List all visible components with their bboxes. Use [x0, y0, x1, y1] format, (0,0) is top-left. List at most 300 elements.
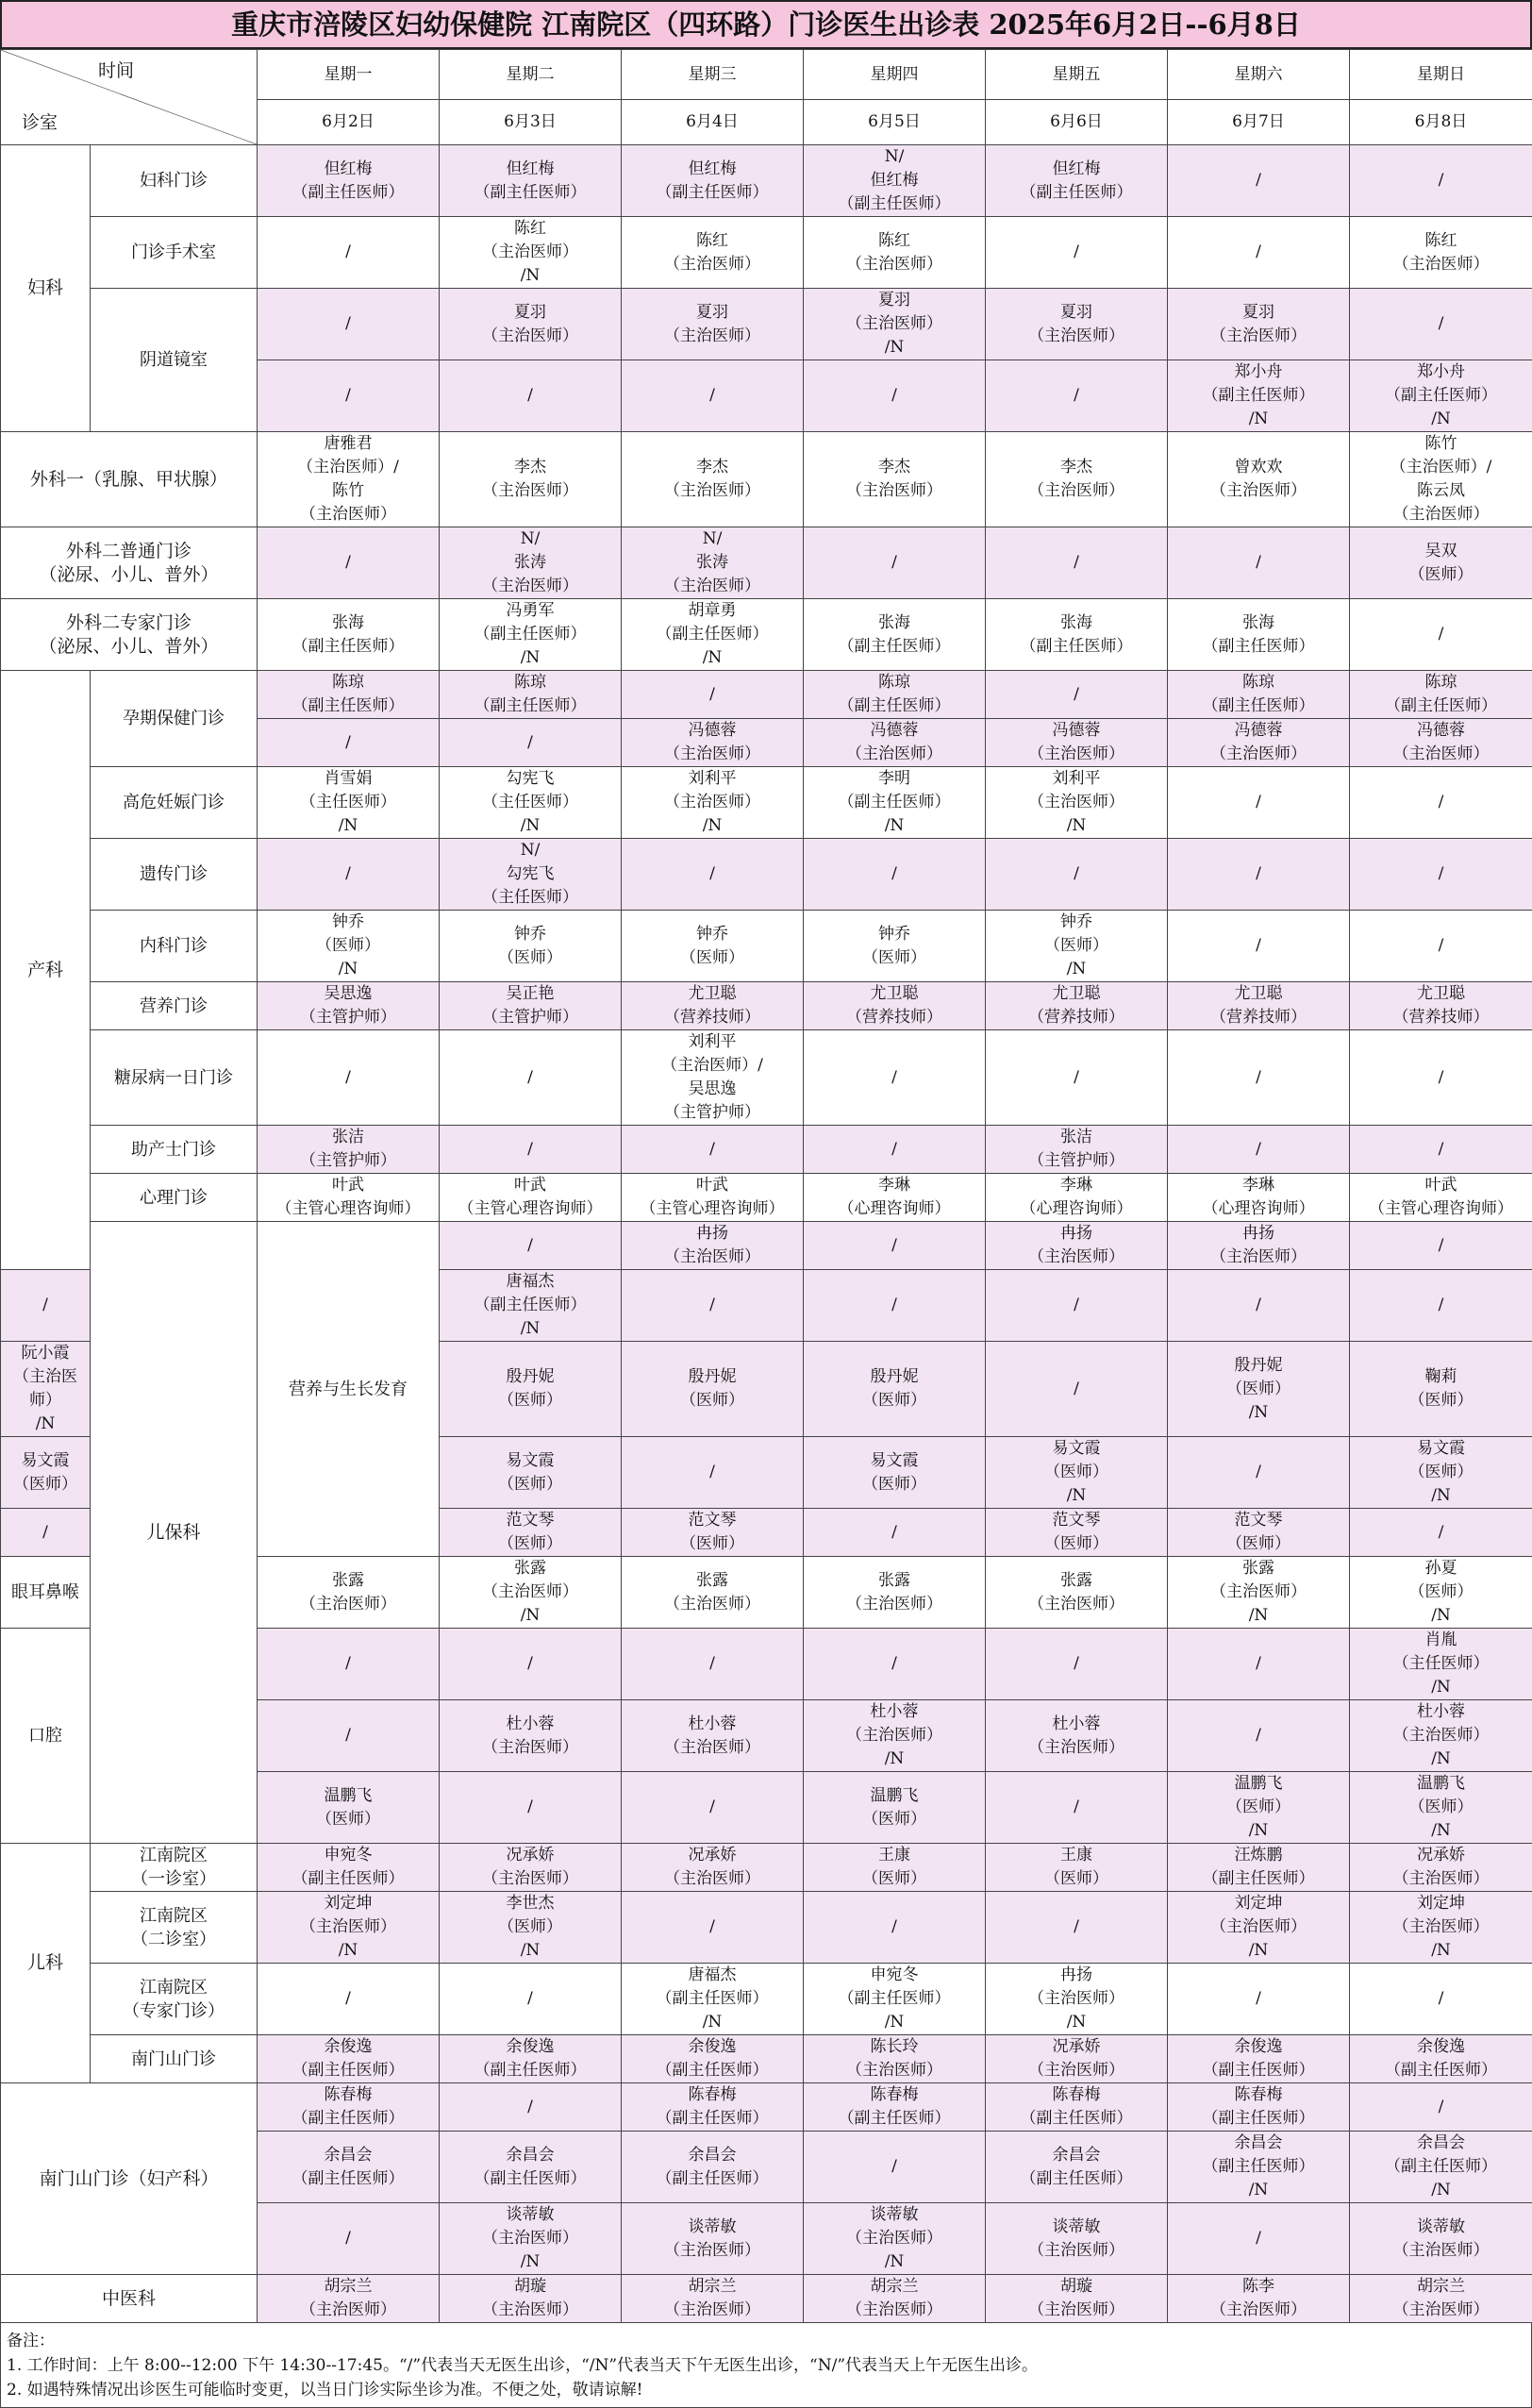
- schedule-cell: 李杰 （主治医师）: [986, 432, 1168, 527]
- schedule-cell: 郑小舟 （副主任医师） /N: [1350, 360, 1532, 432]
- notes-line-1: 1. 工作时间：上午 8:00--12:00 下午 14:30--17:45。“/”代表当天无医生出诊，“/N”代表当天下午无医生出诊，“N/”代表当天上午无医生出诊。: [7, 2353, 1525, 2378]
- schedule-cell: /: [622, 839, 804, 911]
- schedule-cell: 钟乔 （医师）: [622, 911, 804, 982]
- schedule-cell: /: [1168, 767, 1350, 839]
- clinic-room: 眼耳鼻喉: [1, 1557, 91, 1629]
- clinic-room: 营养门诊: [91, 982, 258, 1030]
- schedule-cell: 谈蒂敏 （主治医师） /N: [804, 2203, 986, 2275]
- schedule-cell: 陈春梅 （副主任医师）: [258, 2083, 440, 2132]
- schedule-cell: 陈春梅 （副主任医师）: [1168, 2083, 1350, 2132]
- schedule-cell: /: [804, 839, 986, 911]
- schedule-cell: 冯德蓉 （主治医师）: [804, 719, 986, 767]
- schedule-cell: 谈蒂敏 （主治医师）: [986, 2203, 1168, 2275]
- schedule-cell: 夏羽 （主治医师）: [986, 289, 1168, 360]
- schedule-cell: /: [804, 360, 986, 432]
- schedule-cell: 夏羽 （主治医师）: [1168, 289, 1350, 360]
- schedule-cell: 陈李 （主治医师）: [1168, 2275, 1350, 2323]
- schedule-cell: 余昌会 （副主任医师）: [440, 2132, 622, 2203]
- schedule-cell: 李琳 （心理咨询师）: [804, 1174, 986, 1222]
- schedule-cell: 冉扬 （主治医师）: [986, 1222, 1168, 1270]
- schedule-cell: 陈琼 （副主任医师）: [1350, 671, 1532, 719]
- schedule-cell: 张洁 （主管护师）: [258, 1126, 440, 1174]
- schedule-cell: 张海 （副主任医师）: [1168, 599, 1350, 671]
- schedule-row: [1, 2035, 1532, 2083]
- schedule-cell: /: [986, 1629, 1168, 1700]
- schedule-cell: /: [1168, 839, 1350, 911]
- schedule-cell: 王康 （医师）: [986, 1844, 1168, 1892]
- schedule-cell: 易文霞 （医师）: [804, 1437, 986, 1509]
- department-name: 儿保科: [91, 1222, 258, 1844]
- schedule-cell: 刘定坤 （主治医师） /N: [1168, 1892, 1350, 1964]
- weekday-header: 星期二: [440, 50, 622, 100]
- notes-heading: 备注：: [7, 2329, 1525, 2353]
- schedule-cell: /: [804, 1629, 986, 1700]
- schedule-cell: 勾宪飞 （主任医师） /N: [440, 767, 622, 839]
- schedule-cell: 易文霞 （医师）: [1, 1437, 91, 1509]
- schedule-cell: /: [986, 1892, 1168, 1964]
- schedule-cell: /: [804, 1030, 986, 1126]
- schedule-cell: 冯德蓉 （主治医师）: [986, 719, 1168, 767]
- schedule-row: [1, 911, 1532, 982]
- schedule-cell: 杜小蓉 （主治医师）: [622, 1700, 804, 1772]
- schedule-cell: 谈蒂敏 （主治医师） /N: [440, 2203, 622, 2275]
- schedule-cell: 殷丹妮 （医师）: [622, 1342, 804, 1437]
- schedule-cell: /: [258, 1964, 440, 2035]
- schedule-cell: 冯德蓉 （主治医师）: [1350, 719, 1532, 767]
- schedule-cell: /: [1168, 1437, 1350, 1509]
- page-title: 重庆市涪陵区妇幼保健院 江南院区（四环路）门诊医生出诊表 2025年6月2日--6月8日: [0, 0, 1532, 49]
- department-name: 儿科: [1, 1844, 91, 2083]
- schedule-cell: 张露 （主治医师）: [258, 1557, 440, 1629]
- schedule-row: [1, 982, 1532, 1030]
- schedule-cell: /: [1168, 1030, 1350, 1126]
- schedule-cell: 温鹏飞 （医师）: [804, 1772, 986, 1844]
- date-header: 6月8日: [1350, 100, 1532, 145]
- schedule-cell: /: [258, 289, 440, 360]
- schedule-cell: 余昌会 （副主任医师） /N: [1168, 2132, 1350, 2203]
- schedule-cell: 胡璇 （主治医师）: [986, 2275, 1168, 2323]
- schedule-cell: 余俊逸 （副主任医师）: [258, 2035, 440, 2083]
- schedule-cell: /: [1350, 767, 1532, 839]
- clinic-room: 江南院区 （专家门诊）: [91, 1964, 258, 2035]
- schedule-cell: /: [986, 1772, 1168, 1844]
- schedule-cell: 张洁 （主管护师）: [986, 1126, 1168, 1174]
- schedule-row: [1, 1964, 1532, 2035]
- schedule-cell: /: [622, 671, 804, 719]
- schedule-cell: 况承娇 （主治医师）: [440, 1844, 622, 1892]
- schedule-cell: 尤卫聪 （营养技师）: [1168, 982, 1350, 1030]
- schedule-cell: 冯勇军 （副主任医师） /N: [440, 599, 622, 671]
- schedule-cell: /: [440, 1030, 622, 1126]
- schedule-cell: 尤卫聪 （营养技师）: [1350, 982, 1532, 1030]
- schedule-cell: 叶武 （主管心理咨询师）: [258, 1174, 440, 1222]
- date-header: 6月3日: [440, 100, 622, 145]
- schedule-cell: 唐福杰 （副主任医师） /N: [440, 1270, 622, 1342]
- weekday-header: 星期六: [1168, 50, 1350, 100]
- schedule-cell: 冯德蓉 （主治医师）: [622, 719, 804, 767]
- schedule-cell: 汪炼鹏 （副主任医师）: [1168, 1844, 1350, 1892]
- schedule-cell: /: [622, 1126, 804, 1174]
- schedule-cell: 温鹏飞 （医师）: [258, 1772, 440, 1844]
- schedule-cell: 余俊逸 （副主任医师）: [622, 2035, 804, 2083]
- schedule-cell: 刘利平 （主治医师） /N: [622, 767, 804, 839]
- department-name: 妇科: [1, 145, 91, 432]
- schedule-cell: 李杰 （主治医师）: [804, 432, 986, 527]
- department-name: 外科二普通门诊 （泌尿、小儿、普外）: [1, 527, 258, 599]
- schedule-cell: /: [440, 360, 622, 432]
- schedule-cell: 温鹏飞 （医师） /N: [1350, 1772, 1532, 1844]
- schedule-cell: 叶武 （主管心理咨询师）: [1350, 1174, 1532, 1222]
- schedule-cell: /: [258, 719, 440, 767]
- schedule-table: [0, 49, 1532, 2323]
- schedule-row: [1, 1030, 1532, 1126]
- schedule-cell: 钟乔 （医师） /N: [986, 911, 1168, 982]
- schedule-row: [1, 432, 1532, 527]
- schedule-row: [1, 599, 1532, 671]
- clinic-room: 江南院区 （二诊室）: [91, 1892, 258, 1964]
- schedule-row: [1, 839, 1532, 911]
- schedule-cell: /: [804, 1892, 986, 1964]
- schedule-cell: /: [1168, 145, 1350, 217]
- schedule-cell: 尤卫聪 （营养技师）: [986, 982, 1168, 1030]
- schedule-cell: 余俊逸 （副主任医师）: [440, 2035, 622, 2083]
- schedule-cell: 王康 （医师）: [804, 1844, 986, 1892]
- schedule-cell: /: [258, 527, 440, 599]
- schedule-cell: /: [440, 1629, 622, 1700]
- schedule-cell: 冉扬 （主治医师）: [622, 1222, 804, 1270]
- schedule-cell: /: [1350, 2083, 1532, 2132]
- time-header-label: 时间: [98, 59, 134, 83]
- weekday-header: 星期五: [986, 50, 1168, 100]
- schedule-row: [1, 289, 1532, 360]
- schedule-cell: N/ 但红梅 （副主任医师）: [804, 145, 986, 217]
- clinic-room: 助产士门诊: [91, 1126, 258, 1174]
- schedule-cell: /: [804, 1126, 986, 1174]
- schedule-cell: 吴双 （医师）: [1350, 527, 1532, 599]
- notes-section: [0, 2323, 1532, 2408]
- schedule-cell: N/ 张涛 （主治医师）: [440, 527, 622, 599]
- schedule-cell: 谈蒂敏 （主治医师）: [1350, 2203, 1532, 2275]
- schedule-cell: 唐福杰 （副主任医师） /N: [622, 1964, 804, 2035]
- schedule-cell: 刘利平 （主治医师） /N: [986, 767, 1168, 839]
- schedule-cell: 胡宗兰 （主治医师）: [258, 2275, 440, 2323]
- schedule-cell: /: [1350, 145, 1532, 217]
- schedule-cell: /: [1350, 289, 1532, 360]
- schedule-cell: /: [1, 1270, 91, 1342]
- schedule-cell: 申宛冬 （副主任医师）: [258, 1844, 440, 1892]
- schedule-cell: 余昌会 （副主任医师）: [258, 2132, 440, 2203]
- schedule-row: [1, 527, 1532, 599]
- schedule-cell: /: [1168, 1964, 1350, 2035]
- schedule-cell: /: [1350, 1270, 1532, 1342]
- schedule-cell: /: [1168, 911, 1350, 982]
- schedule-cell: /: [986, 527, 1168, 599]
- schedule-cell: 钟乔 （医师）: [804, 911, 986, 982]
- schedule-cell: /: [986, 217, 1168, 289]
- schedule-cell: 殷丹妮 （医师）: [804, 1342, 986, 1437]
- schedule-cell: /: [258, 1700, 440, 1772]
- schedule-row: [1, 767, 1532, 839]
- schedule-cell: 孙夏 （医师） /N: [1350, 1557, 1532, 1629]
- date-header: 6月6日: [986, 100, 1168, 145]
- schedule-cell: 陈竹 （主治医师）/ 陈云凤 （主治医师）: [1350, 432, 1532, 527]
- schedule-cell: 胡宗兰 （主治医师）: [804, 2275, 986, 2323]
- schedule-cell: 申宛冬 （副主任医师） /N: [804, 1964, 986, 2035]
- department-name: 外科一（乳腺、甲状腺）: [1, 432, 258, 527]
- schedule-cell: /: [258, 1030, 440, 1126]
- schedule-cell: /: [622, 1892, 804, 1964]
- schedule-cell: 范文琴 （医师）: [986, 1509, 1168, 1557]
- schedule-cell: 叶武 （主管心理咨询师）: [440, 1174, 622, 1222]
- schedule-cell: 陈红 （主治医师） /N: [440, 217, 622, 289]
- schedule-cell: /: [258, 1629, 440, 1700]
- schedule-cell: 刘利平 （主治医师）/ 吴思逸 （主管护师）: [622, 1030, 804, 1126]
- schedule-cell: 范文琴 （医师）: [1168, 1509, 1350, 1557]
- schedule-cell: 张海 （副主任医师）: [804, 599, 986, 671]
- header-corner: [1, 50, 258, 145]
- schedule-cell: 陈红 （主治医师）: [804, 217, 986, 289]
- schedule-cell: /: [1168, 527, 1350, 599]
- schedule-row: [1, 671, 1532, 719]
- schedule-cell: 李明 （副主任医师） /N: [804, 767, 986, 839]
- department-name: 中医科: [1, 2275, 258, 2323]
- schedule-cell: 杜小蓉 （主治医师） /N: [804, 1700, 986, 1772]
- weekday-header: 星期三: [622, 50, 804, 100]
- schedule-cell: /: [1168, 217, 1350, 289]
- clinic-room: 糖尿病一日门诊: [91, 1030, 258, 1126]
- weekday-header: 星期四: [804, 50, 986, 100]
- clinic-room: 心理门诊: [91, 1174, 258, 1222]
- schedule-cell: 吴正艳 （主管护师）: [440, 982, 622, 1030]
- weekday-header: 星期一: [258, 50, 440, 100]
- schedule-cell: 郑小舟 （副主任医师） /N: [1168, 360, 1350, 432]
- schedule-cell: 但红梅 （副主任医师）: [622, 145, 804, 217]
- schedule-cell: /: [622, 1270, 804, 1342]
- weekday-header: 星期日: [1350, 50, 1532, 100]
- clinic-room: 南门山门诊: [91, 2035, 258, 2083]
- schedule-cell: N/ 张涛 （主治医师）: [622, 527, 804, 599]
- schedule-row: [1, 1126, 1532, 1174]
- schedule-cell: 李世杰 （医师） /N: [440, 1892, 622, 1964]
- schedule-cell: 但红梅 （副主任医师）: [440, 145, 622, 217]
- schedule-cell: 杜小蓉 （主治医师）: [440, 1700, 622, 1772]
- schedule-cell: /: [1350, 1964, 1532, 2035]
- schedule-cell: N/ 勾宪飞 （主任医师）: [440, 839, 622, 911]
- schedule-cell: /: [804, 1222, 986, 1270]
- schedule-cell: 夏羽 （主治医师）: [622, 289, 804, 360]
- schedule-cell: /: [1168, 2203, 1350, 2275]
- schedule-cell: 曾欢欢 （主治医师）: [1168, 432, 1350, 527]
- schedule-cell: 陈琼 （副主任医师）: [1168, 671, 1350, 719]
- department-name: 外科二专家门诊 （泌尿、小儿、普外）: [1, 599, 258, 671]
- schedule-cell: 陈琼 （副主任医师）: [258, 671, 440, 719]
- schedule-cell: 钟乔 （医师）: [440, 911, 622, 982]
- header-row-weekday: [1, 50, 1532, 100]
- schedule-cell: 但红梅 （副主任医师）: [986, 145, 1168, 217]
- schedule-row: [1, 1844, 1532, 1892]
- schedule-row: [1, 1892, 1532, 1964]
- schedule-cell: 易文霞 （医师） /N: [986, 1437, 1168, 1509]
- schedule-cell: 陈长玲 （主治医师）: [804, 2035, 986, 2083]
- schedule-cell: /: [440, 719, 622, 767]
- schedule-cell: /: [440, 2083, 622, 2132]
- schedule-cell: /: [1350, 1030, 1532, 1126]
- schedule-cell: 张露 （主治医师） /N: [1168, 1557, 1350, 1629]
- clinic-room: 妇科门诊: [91, 145, 258, 217]
- schedule-cell: 叶武 （主管心理咨询师）: [622, 1174, 804, 1222]
- schedule-cell: /: [1168, 1270, 1350, 1342]
- clinic-room: 遗传门诊: [91, 839, 258, 911]
- schedule-cell: /: [986, 360, 1168, 432]
- schedule-cell: /: [1350, 911, 1532, 982]
- schedule-cell: /: [1, 1509, 91, 1557]
- schedule-cell: /: [1350, 599, 1532, 671]
- schedule-cell: 李杰 （主治医师）: [622, 432, 804, 527]
- clinic-room: 高危妊娠门诊: [91, 767, 258, 839]
- schedule-cell: 但红梅 （副主任医师）: [258, 145, 440, 217]
- schedule-cell: /: [440, 1964, 622, 2035]
- schedule-cell: 余昌会 （副主任医师）: [622, 2132, 804, 2203]
- schedule-cell: /: [1350, 1222, 1532, 1270]
- department-name: 产科: [1, 671, 91, 1270]
- schedule-cell: /: [258, 839, 440, 911]
- schedule-row: [1, 1174, 1532, 1222]
- schedule-row: [1, 217, 1532, 289]
- schedule-cell: /: [804, 1270, 986, 1342]
- schedule-cell: 鞠莉 （医师）: [1350, 1342, 1532, 1437]
- schedule-cell: /: [804, 2132, 986, 2203]
- schedule-cell: 余俊逸 （副主任医师）: [1168, 2035, 1350, 2083]
- schedule-cell: /: [622, 1629, 804, 1700]
- schedule-cell: 吴思逸 （主管护师）: [258, 982, 440, 1030]
- schedule-cell: 余昌会 （副主任医师）: [986, 2132, 1168, 2203]
- schedule-cell: 杜小蓉 （主治医师） /N: [1350, 1700, 1532, 1772]
- schedule-cell: /: [440, 1772, 622, 1844]
- schedule-cell: /: [1350, 1509, 1532, 1557]
- schedule-cell: 陈春梅 （副主任医师）: [622, 2083, 804, 2132]
- schedule-cell: /: [258, 217, 440, 289]
- schedule-cell: 谈蒂敏 （主治医师）: [622, 2203, 804, 2275]
- schedule-cell: 钟乔 （医师） /N: [258, 911, 440, 982]
- clinic-room: 内科门诊: [91, 911, 258, 982]
- schedule-cell: 夏羽 （主治医师） /N: [804, 289, 986, 360]
- schedule-cell: 范文琴 （医师）: [440, 1509, 622, 1557]
- schedule-cell: /: [1350, 1126, 1532, 1174]
- clinic-room: 阴道镜室: [91, 289, 258, 432]
- notes-line-2: 2. 如遇特殊情况出诊医生可能临时变更，以当日门诊实际坐诊为准。不便之处，敬请谅解!: [7, 2378, 1525, 2402]
- schedule-cell: /: [986, 839, 1168, 911]
- schedule-cell: 陈琼 （副主任医师）: [804, 671, 986, 719]
- schedule-cell: /: [622, 1437, 804, 1509]
- schedule-cell: /: [1168, 1126, 1350, 1174]
- schedule-cell: /: [622, 360, 804, 432]
- schedule-cell: 李琳 （心理咨询师）: [1168, 1174, 1350, 1222]
- schedule-cell: 夏羽 （主治医师）: [440, 289, 622, 360]
- schedule-cell: 张海 （副主任医师）: [986, 599, 1168, 671]
- schedule-cell: 冉扬 （主治医师）: [1168, 1222, 1350, 1270]
- schedule-cell: 温鹏飞 （医师） /N: [1168, 1772, 1350, 1844]
- schedule-row: [1, 1222, 1532, 1270]
- schedule-cell: 杜小蓉 （主治医师）: [986, 1700, 1168, 1772]
- schedule-cell: 张海 （副主任医师）: [258, 599, 440, 671]
- schedule-cell: /: [986, 1342, 1168, 1437]
- schedule-cell: 李琳 （心理咨询师）: [986, 1174, 1168, 1222]
- schedule-cell: 刘定坤 （主治医师） /N: [1350, 1892, 1532, 1964]
- schedule-cell: 殷丹妮 （医师）: [440, 1342, 622, 1437]
- clinic-room: 门诊手术室: [91, 217, 258, 289]
- schedule-cell: 唐雅君 （主治医师）/ 陈竹 （主治医师）: [258, 432, 440, 527]
- date-header: 6月7日: [1168, 100, 1350, 145]
- schedule-cell: /: [440, 1126, 622, 1174]
- schedule-cell: 陈红 （主治医师）: [1350, 217, 1532, 289]
- clinic-room: 孕期保健门诊: [91, 671, 258, 767]
- schedule-cell: 冯德蓉 （主治医师）: [1168, 719, 1350, 767]
- date-header: 6月2日: [258, 100, 440, 145]
- schedule-cell: /: [258, 360, 440, 432]
- schedule-cell: 况承娇 （主治医师）: [986, 2035, 1168, 2083]
- schedule-cell: 况承娇 （主治医师）: [1350, 1844, 1532, 1892]
- clinic-room: 营养与生长发育: [258, 1222, 440, 1557]
- schedule-cell: 易文霞 （医师） /N: [1350, 1437, 1532, 1509]
- date-header: 6月5日: [804, 100, 986, 145]
- date-header: 6月4日: [622, 100, 804, 145]
- schedule-cell: /: [804, 1509, 986, 1557]
- schedule-cell: 余昌会 （副主任医师） /N: [1350, 2132, 1532, 2203]
- schedule-cell: 张露 （主治医师）: [622, 1557, 804, 1629]
- clinic-room: 口腔: [1, 1629, 91, 1844]
- schedule-cell: 肖胤 （主任医师） /N: [1350, 1629, 1532, 1700]
- schedule-cell: /: [804, 527, 986, 599]
- schedule-cell: 张露 （主治医师）: [804, 1557, 986, 1629]
- schedule-cell: 冉扬 （主治医师） /N: [986, 1964, 1168, 2035]
- room-header-label: 诊室: [22, 111, 58, 135]
- schedule-cell: 陈春梅 （副主任医师）: [804, 2083, 986, 2132]
- schedule-cell: /: [622, 1772, 804, 1844]
- schedule-cell: 李杰 （主治医师）: [440, 432, 622, 527]
- department-name: 南门山门诊（妇产科）: [1, 2083, 258, 2275]
- schedule-cell: /: [1168, 1629, 1350, 1700]
- schedule-cell: /: [986, 1030, 1168, 1126]
- schedule-cell: 陈春梅 （副主任医师）: [986, 2083, 1168, 2132]
- schedule-cell: /: [440, 1222, 622, 1270]
- schedule-cell: 尤卫聪 （营养技师）: [622, 982, 804, 1030]
- schedule-cell: 尤卫聪 （营养技师）: [804, 982, 986, 1030]
- schedule-cell: 陈红 （主治医师）: [622, 217, 804, 289]
- schedule-cell: 张露 （主治医师） /N: [440, 1557, 622, 1629]
- schedule-cell: 殷丹妮 （医师） /N: [1168, 1342, 1350, 1437]
- clinic-room: 江南院区 （一诊室）: [91, 1844, 258, 1892]
- schedule-row: [1, 145, 1532, 217]
- schedule-cell: 肖雪娟 （主任医师） /N: [258, 767, 440, 839]
- schedule-row: [1, 2083, 1532, 2132]
- schedule-cell: 胡璇 （主治医师）: [440, 2275, 622, 2323]
- schedule-cell: 刘定坤 （主治医师） /N: [258, 1892, 440, 1964]
- schedule-cell: /: [986, 1270, 1168, 1342]
- schedule-cell: 易文霞 （医师）: [440, 1437, 622, 1509]
- schedule-row: [1, 2275, 1532, 2323]
- schedule-cell: 阮小霞 （主治医师） /N: [1, 1342, 91, 1437]
- schedule-cell: /: [1168, 1700, 1350, 1772]
- schedule-cell: /: [258, 2203, 440, 2275]
- schedule-cell: 胡宗兰 （主治医师）: [622, 2275, 804, 2323]
- schedule-cell: 胡章勇 （副主任医师） /N: [622, 599, 804, 671]
- schedule-cell: 胡宗兰 （主治医师）: [1350, 2275, 1532, 2323]
- schedule-cell: 陈琼 （副主任医师）: [440, 671, 622, 719]
- schedule-cell: 余俊逸 （副主任医师）: [1350, 2035, 1532, 2083]
- schedule-cell: 况承娇 （主治医师）: [622, 1844, 804, 1892]
- schedule-cell: /: [1350, 839, 1532, 911]
- schedule-cell: 张露 （主治医师）: [986, 1557, 1168, 1629]
